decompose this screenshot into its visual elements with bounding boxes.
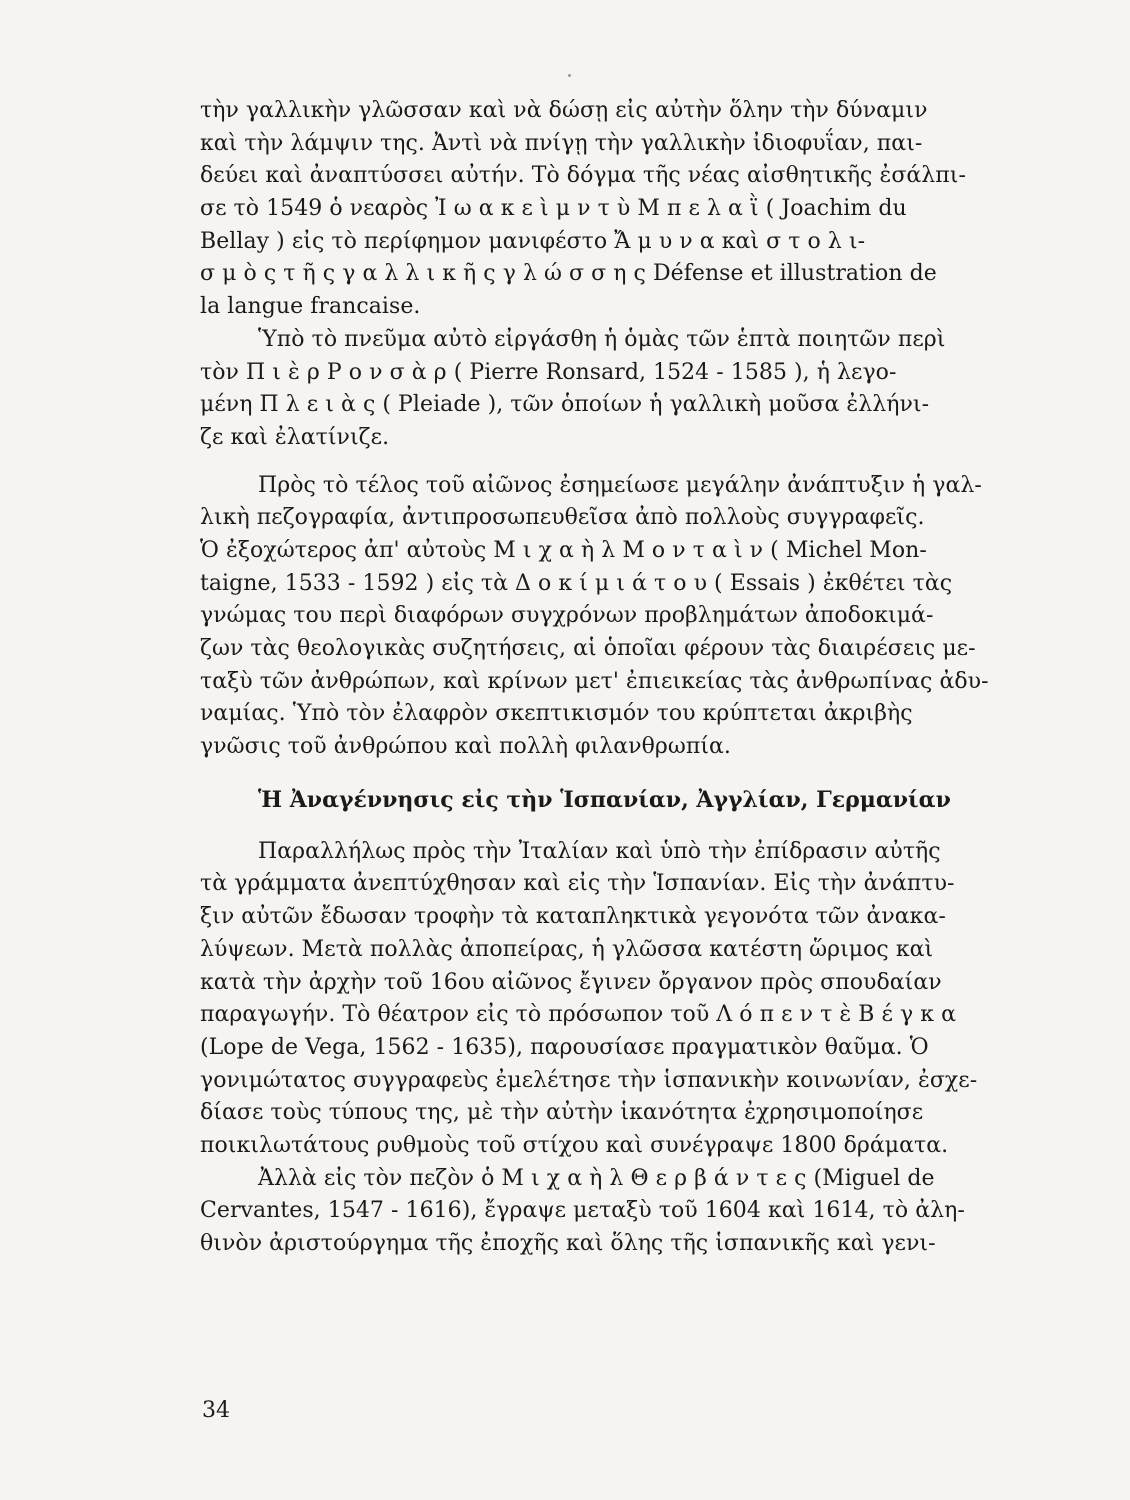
heading-gap [200,820,1066,836]
text-line: Ἀλλὰ εἰς τὸν πεζὸν ὁ Μ ι χ α ὴ λ Θ ε ρ β ά ν τ ε ς (Miguel de [258,1165,935,1191]
text-line: τὰ γράμματα ἀνεπτύχθησαν καὶ εἰς τὴν Ἱσπανίαν. Εἰς τὴν ἀνάπτυ- [200,871,955,897]
text-line: τὸν Π ι ὲ ρ Ρ ο ν σ ὰ ρ ( Pierre Ronsard, 1524 - 1585 ), ἡ λεγο- [200,359,897,385]
text-line: μένη Π λ ε ι ὰ ς ( Pleiade ), τῶν ὁποίων ἡ γαλλικὴ μοῦσα ἐλλήνι- [200,392,930,418]
text-line: taigne, 1533 - 1592 ) εἰς τὰ Δ ο κ ί μ ι ά τ ο υ ( Essais ) ἐκθέτει τὰς [200,570,953,596]
page-number: 34 [202,1398,230,1423]
text-line: σ μ ὸ ς τ ῆ ς γ α λ λ ι κ ῆ ς γ λ ώ σ σ η ς Défense et illustration de [200,261,937,287]
text-line: τὴν γαλλικὴν γλῶσσαν καὶ νὰ δώσῃ εἰς αὐτὴν ὅλην τὴν δύναμιν [200,98,928,123]
text-line: ναμίας. Ὑπὸ τὸν ἐλαφρὸν σκεπτικισμόν του κρύπτεται ἀκριβὴς [200,701,913,727]
text-line: δίασε τοὺς τύπους της, μὲ τὴν αὐτὴν ἱκανότητα ἐχρησιμοποίησε [200,1100,924,1126]
text-line: λύψεων. Μετὰ πολλὰς ἀποπείρας, ἡ γλῶσσα κατέστη ὥριμος καὶ [200,936,934,962]
text-line: λικὴ πεζογραφία, ἀντιπροσωπευθεῖσα ἀπὸ πολλοὺς συγγραφεῖς. [200,505,925,531]
text-line: δεύει καὶ ἀναπτύσσει αὐτήν. Τὸ δόγμα τῆς νέας αἰσθητικῆς ἐσάλπι- [200,163,966,189]
text-line: ζων τὰς θεολογικὰς συζητήσεις, αἱ ὁποῖαι φέρουν τὰς διαιρέσεις με- [200,636,976,661]
heading-gap [200,764,1066,780]
text-line: παραγωγήν. Τὸ θέατρον εἰς τὸ πρόσωπον τοῦ Λ ό π ε ν τ ὲ Β έ γ κ α [200,1002,957,1028]
text-line: Cervantes, 1547 - 1616), ἔγραψε μεταξὺ τοῦ 1604 καὶ 1614, τὸ ἀλη- [200,1198,965,1224]
paragraph-gap [200,455,1066,470]
text-line: κατὰ τὴν ἀρχὴν τοῦ 16ου αἰῶνος ἔγινεν ὄργανον πρὸς σπουδαίαν [200,969,942,995]
text-line: Παραλλήλως πρὸς τὴν Ἰταλίαν καὶ ὑπὸ τὴν ἐπίδρασιν αὐτῆς [258,838,941,864]
text-line: Ὑπὸ τὸ πνεῦμα αὐτὸ εἰργάσθη ἡ ὁμὰς τῶν ἑπτὰ ποιητῶν περὶ [258,326,946,352]
text-line: ζε καὶ ἐλατίνιζε. [200,424,390,450]
section-heading: Ἡ Ἀναγέννησις εἰς τὴν Ἱσπανίαν, Ἀγγλίαν, Γερμανίαν [258,786,951,813]
text-line: Πρὸς τὸ τέλος τοῦ αἰῶνος ἐσημείωσε μεγάλην ἀνάπτυξιν ἡ γαλ- [258,472,982,498]
text-line: θινὸν ἀριστούργημα τῆς ἐποχῆς καὶ ὅλης τῆς ἱσπανικῆς καὶ γενι- [200,1231,936,1256]
text-line: ποικιλωτάτους ρυθμοὺς τοῦ στίχου καὶ συνέγραψε 1800 δράματα. [200,1132,949,1158]
text-line: γνῶσις τοῦ ἀνθρώπου καὶ πολλὴ φιλανθρωπία. [200,734,731,760]
text-line: la langue francaise. [200,294,421,320]
text-line: καὶ τὴν λάμψιν της. Ἀντὶ νὰ πνίγῃ τὴν γαλλικὴν ἰδιοφυΐαν, παι- [200,130,923,156]
text-line: γνώμας του περὶ διαφόρων συγχρόνων προβλημάτων ἀποδοκιμά- [200,603,934,629]
text-line: Ὁ ἐξοχώτερος ἀπ' αὐτοὺς Μ ι χ α ὴ λ Μ ο ν τ α ὶ ν ( Michel Mon- [200,537,927,563]
body-text [200,95,1066,1261]
text-line: σε τὸ 1549 ὁ νεαρὸς Ἰ ω α κ ε ὶ μ ν τ ὺ Μ π ε λ α ῒ ( Joachim du [200,196,907,222]
paper-speck [568,74,571,77]
text-line: γονιμώτατος συγγραφεὺς ἐμελέτησε τὴν ἱσπανικὴν κοινωνίαν, ἐσχε- [200,1067,978,1093]
text-line: ταξὺ τῶν ἀνθρώπων, καὶ κρίνων μετ' ἐπιεικείας τὰς ἀνθρωπίνας ἀδυ- [200,668,989,694]
text-line: ξιν αὐτῶν ἔδωσαν τροφὴν τὰ καταπληκτικὰ γεγονότα τῶν ἀνακα- [200,904,946,930]
text-line: (Lope de Vega, 1562 - 1635), παρουσίασε πραγματικὸν θαῦμα. Ὁ [200,1034,929,1060]
text-line: Bellay ) εἰς τὸ περίφημον μανιφέστο Ἄ μ υ ν α καὶ σ τ ο λ ι- [200,228,866,254]
